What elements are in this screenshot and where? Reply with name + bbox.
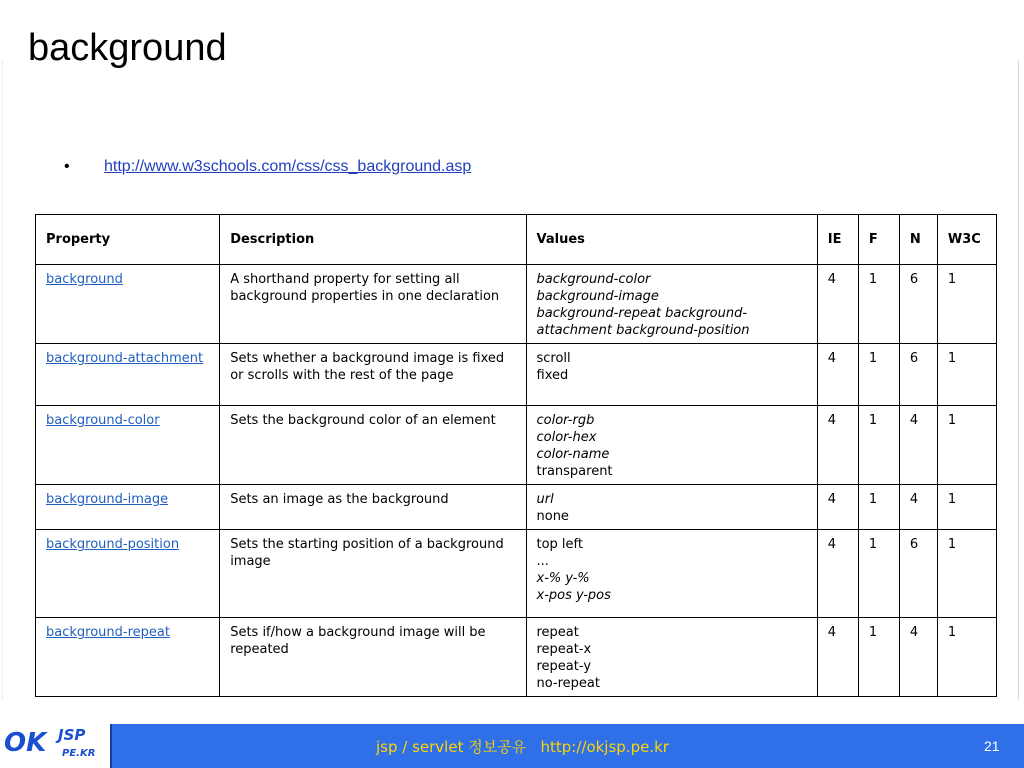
header-property: Property	[36, 215, 220, 265]
cell-values	[526, 530, 817, 618]
value-item: x-% y-%	[536, 571, 590, 586]
page-number: 21	[984, 738, 1000, 754]
table-row	[36, 530, 997, 618]
cell-n: 4	[899, 618, 937, 697]
cell-ie: 4	[817, 344, 858, 406]
value-item: color-rgb	[536, 413, 595, 428]
w3schools-link[interactable]: http://www.w3schools.com/css/css_background.asp	[104, 158, 472, 175]
cell-n: 4	[899, 406, 937, 485]
okjsp-logo[interactable]	[0, 724, 112, 768]
value-item: transparent	[536, 464, 613, 479]
cell-property	[36, 530, 220, 618]
cell-n: 6	[899, 530, 937, 618]
cell-w3c: 1	[937, 406, 996, 485]
cell-ie: 4	[817, 406, 858, 485]
property-link[interactable]: background-attachment	[46, 351, 204, 366]
slide-title: background	[28, 27, 227, 69]
value-item: top left	[536, 537, 583, 552]
footer-caption: jsp / servlet 정보공유 http://okjsp.pe.kr	[376, 738, 669, 756]
logo-jsp-text: JSP	[58, 726, 86, 744]
cell-f: 1	[858, 530, 899, 618]
cell-ie: 4	[817, 618, 858, 697]
logo-domain-text: PE.KR	[62, 748, 96, 759]
cell-ie: 4	[817, 530, 858, 618]
table-row	[36, 344, 997, 406]
cell-description: Sets the background color of an element	[220, 406, 526, 485]
cell-f: 1	[858, 618, 899, 697]
header-n: N	[899, 215, 937, 265]
right-edge-rule	[1018, 60, 1019, 700]
cell-description: Sets the starting position of a background image	[220, 530, 526, 618]
header-values: Values	[526, 215, 817, 265]
cell-values	[526, 344, 817, 406]
cell-w3c: 1	[937, 344, 996, 406]
cell-n: 6	[899, 344, 937, 406]
cell-description: Sets if/how a background image will be repeated	[220, 618, 526, 697]
header-ie: IE	[817, 215, 858, 265]
cell-f: 1	[858, 485, 899, 530]
cell-n: 6	[899, 265, 937, 344]
value-item: none	[536, 509, 569, 524]
left-edge-rule	[2, 60, 3, 700]
cell-f: 1	[858, 344, 899, 406]
cell-property	[36, 265, 220, 344]
cell-description: Sets an image as the background	[220, 485, 526, 530]
cell-property	[36, 618, 220, 697]
cell-property	[36, 406, 220, 485]
value-item: color-name	[536, 447, 610, 462]
table-row	[36, 618, 997, 697]
cell-values	[526, 618, 817, 697]
table-body	[36, 265, 997, 697]
value-item: background-image	[536, 289, 659, 304]
table-row	[36, 406, 997, 485]
cell-w3c: 1	[937, 485, 996, 530]
cell-description: A shorthand property for setting all background properties in one declaration	[220, 265, 526, 344]
value-item: ...	[536, 554, 549, 569]
bullet-dot-icon: •	[64, 158, 70, 175]
css-background-properties-table	[35, 214, 997, 697]
table-row	[36, 485, 997, 530]
table-header-row	[36, 215, 997, 265]
cell-values	[526, 265, 817, 344]
value-item: repeat-x	[536, 642, 592, 657]
cell-ie: 4	[817, 265, 858, 344]
cell-f: 1	[858, 265, 899, 344]
value-item: x-pos y-pos	[536, 588, 611, 603]
property-link[interactable]: background-position	[46, 537, 180, 552]
value-item: scroll	[536, 351, 571, 366]
cell-n: 4	[899, 485, 937, 530]
cell-ie: 4	[817, 485, 858, 530]
cell-property	[36, 485, 220, 530]
bullet-item	[64, 156, 471, 178]
value-item: no-repeat	[536, 676, 600, 691]
cell-w3c: 1	[937, 530, 996, 618]
property-link[interactable]: background-repeat	[46, 625, 170, 640]
header-w3c: W3C	[937, 215, 996, 265]
cell-f: 1	[858, 406, 899, 485]
logo-ok-text: OK	[4, 728, 47, 758]
property-link[interactable]: background-image	[46, 492, 169, 507]
value-item: color-hex	[536, 430, 597, 445]
header-f: F	[858, 215, 899, 265]
cell-values	[526, 406, 817, 485]
cell-property	[36, 344, 220, 406]
value-item: background-repeat background-attachment background-position	[536, 306, 750, 338]
cell-values	[526, 485, 817, 530]
cell-w3c: 1	[937, 618, 996, 697]
property-link[interactable]: background	[46, 272, 123, 287]
value-item: url	[536, 492, 554, 507]
value-item: repeat	[536, 625, 579, 640]
value-item: repeat-y	[536, 659, 592, 674]
table-row	[36, 265, 997, 344]
footer-bar	[0, 724, 1024, 768]
cell-description: Sets whether a background image is fixed or scrolls with the rest of the page	[220, 344, 526, 406]
cell-w3c: 1	[937, 265, 996, 344]
property-link[interactable]: background-color	[46, 413, 160, 428]
value-item: background-color	[536, 272, 651, 287]
header-description: Description	[220, 215, 526, 265]
value-item: fixed	[536, 368, 569, 383]
